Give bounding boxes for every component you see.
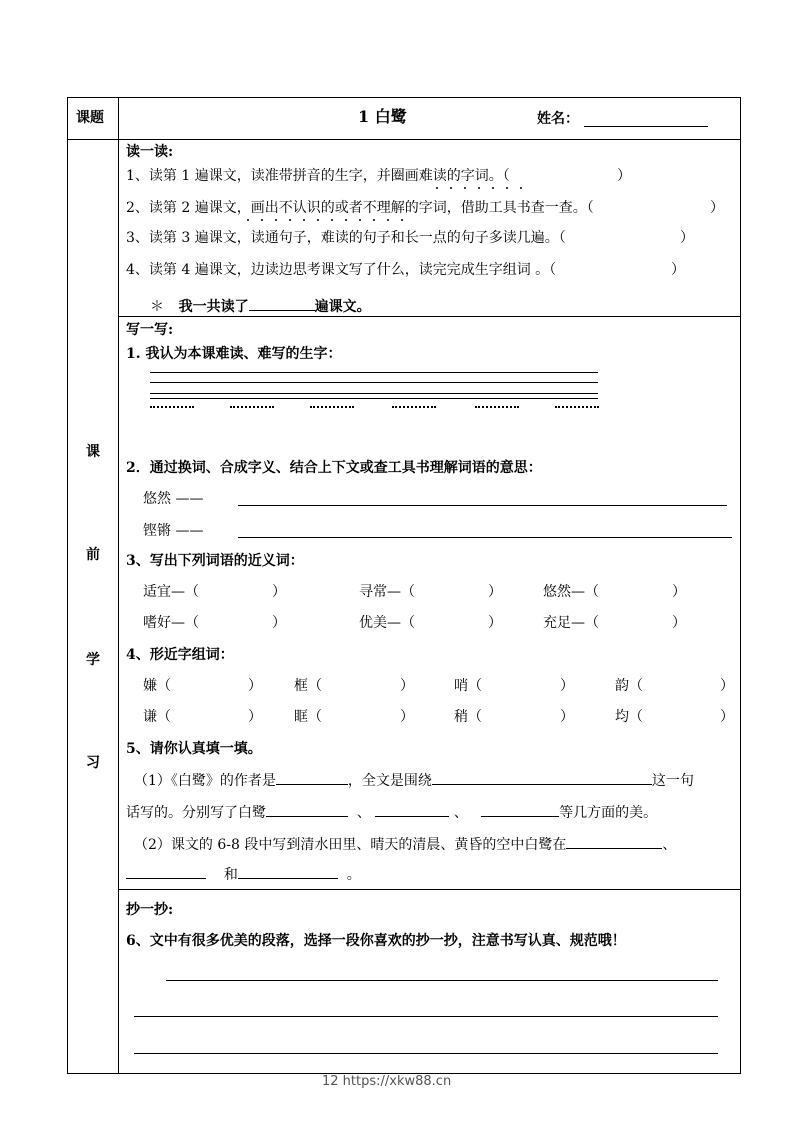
q4-item: 韵（	[615, 678, 643, 694]
q4-item: 嫌（	[143, 678, 171, 694]
table-left-border	[67, 97, 68, 1073]
emphasis-dot	[450, 187, 452, 189]
header-bottom-border	[67, 139, 741, 140]
read-item-1-close: ）	[617, 168, 631, 184]
q4-close: ）	[400, 678, 414, 694]
write-q1: 1. 我认为本课难读、难写的生字：	[126, 346, 342, 362]
write-q3: 3、写出下列词语的近义词：	[126, 553, 304, 569]
q3-item: 寻常—（	[359, 584, 415, 600]
read-count-field[interactable]	[249, 296, 315, 311]
read-section-divider	[118, 316, 741, 317]
beauty-field-3[interactable]	[481, 802, 559, 817]
copy-q6: 6、文中有很多优美的段落，选择一段你喜欢的抄一抄，注意书写认真、规范哦！	[126, 933, 626, 949]
emphasis-dot	[247, 219, 249, 221]
lesson-title: 1 白鹭	[358, 107, 407, 126]
copy-section-divider	[118, 889, 741, 890]
writing-line[interactable]	[150, 372, 598, 373]
writing-slot[interactable]	[230, 406, 274, 408]
q3-close: ）	[272, 615, 286, 631]
table-top-border	[67, 97, 741, 98]
read-item-3-close: ）	[680, 230, 694, 246]
writing-line[interactable]	[150, 393, 598, 394]
side-char-2: 前	[86, 547, 100, 563]
beauty-field-2[interactable]	[375, 802, 449, 817]
copy-writing-line[interactable]	[134, 1053, 718, 1054]
emphasis-dot	[331, 219, 333, 221]
q5-line-3: （2）课文的 6-8 段中写到清水田里、晴天的清晨、黄昏的空中白鹭在 、	[134, 834, 676, 854]
emphasis-dot	[359, 219, 361, 221]
q2-word-2: 铿锵 ——	[143, 523, 204, 539]
emphasis-dot	[464, 187, 466, 189]
egret-action-field-3[interactable]	[238, 864, 338, 879]
table-right-border	[740, 97, 741, 1073]
emphasis-dot	[478, 187, 480, 189]
q2-answer-line-1[interactable]	[238, 505, 727, 506]
emphasis-dot	[289, 219, 291, 221]
q3-item: 优美—（	[359, 615, 415, 631]
q3-item: 充足—（	[543, 615, 599, 631]
q4-item: 哨（	[454, 678, 482, 694]
q4-item: 均（	[615, 709, 643, 725]
q4-item: 框（	[294, 678, 322, 694]
read-item-1: 1、读第 1 遍课文，读准带拼音的生字，并圈画难读的字词。（	[126, 168, 510, 184]
read-item-2-close: ）	[710, 200, 724, 216]
writing-slot[interactable]	[555, 406, 599, 408]
emphasis-dot	[436, 187, 438, 189]
egret-action-field-2[interactable]	[126, 864, 206, 879]
q3-close: ）	[488, 615, 502, 631]
q2-word-1: 悠然 ——	[143, 491, 204, 507]
q4-close: ）	[720, 678, 734, 694]
theme-sentence-field[interactable]	[432, 770, 652, 785]
q4-close: ）	[560, 709, 574, 725]
write-q5: 5、请你认真填一填。	[126, 741, 262, 757]
read-count: ＊ 我一共读了 遍课文。	[150, 296, 371, 316]
copy-writing-line[interactable]	[134, 1016, 718, 1017]
q3-item: 悠然—（	[543, 584, 599, 600]
name-label: 姓名：	[537, 111, 579, 127]
q5-line-4: 和 。	[126, 864, 361, 884]
egret-action-field-1[interactable]	[566, 834, 662, 849]
emphasis-dot	[303, 219, 305, 221]
q4-close: ）	[560, 678, 574, 694]
write-heading: 写一写:	[126, 322, 174, 338]
writing-line[interactable]	[150, 382, 598, 383]
q4-item: 眶（	[294, 709, 322, 725]
q5-line-2: 话写的。分别写了白鹭 、 、 等几方面的美。	[126, 802, 657, 822]
q4-close: ）	[400, 709, 414, 725]
q3-close: ）	[672, 615, 686, 631]
page-footer: 12 https://xkw88.cn	[322, 1074, 452, 1089]
read-item-4: 4、读第 4 遍课文，边读边思考课文写了什么，读完完成生字组词 。（	[126, 262, 557, 278]
emphasis-dot	[401, 219, 403, 221]
name-field[interactable]	[584, 126, 708, 127]
read-item-4-close: ）	[671, 262, 685, 278]
q5-line-1: （1）《白鹭》的作者是 ，全文是围绕 这一句	[134, 770, 694, 790]
q3-close: ）	[488, 584, 502, 600]
read-heading: 读一读:	[126, 144, 174, 160]
writing-slot[interactable]	[310, 406, 354, 408]
q3-close: ）	[672, 584, 686, 600]
q3-close: ）	[272, 584, 286, 600]
q4-close: ）	[248, 678, 262, 694]
side-char-3: 学	[86, 652, 100, 668]
writing-slot[interactable]	[150, 406, 194, 408]
q3-item: 适宜—（	[143, 584, 199, 600]
emphasis-dot	[520, 187, 522, 189]
q2-answer-line-2[interactable]	[238, 537, 732, 538]
read-item-2: 2、读第 2 遍课文，画出不认识的或者不理解的字词，借助工具书查一查。（	[126, 200, 594, 216]
side-char-4: 习	[86, 755, 100, 771]
q3-item: 嗜好—（	[143, 615, 199, 631]
beauty-field-1[interactable]	[266, 802, 348, 817]
q4-item: 稍（	[454, 709, 482, 725]
side-column-divider	[118, 97, 119, 1073]
author-field[interactable]	[276, 770, 348, 785]
writing-slot[interactable]	[475, 406, 519, 408]
read-item-3: 3、读第 3 遍课文，读通句子，难读的句子和长一点的句子多读几遍。（	[126, 230, 566, 246]
emphasis-dot	[317, 219, 319, 221]
q4-close: ）	[248, 709, 262, 725]
emphasis-dot	[387, 219, 389, 221]
emphasis-dot	[373, 219, 375, 221]
emphasis-dot	[261, 219, 263, 221]
q4-close: ）	[720, 709, 734, 725]
write-q2: 2．通过换词、合成字义、结合上下文或查工具书理解词语的意思：	[126, 460, 542, 476]
emphasis-dot	[345, 219, 347, 221]
emphasis-dot	[275, 219, 277, 221]
copy-heading: 抄一抄:	[126, 902, 174, 918]
writing-slot[interactable]	[392, 406, 436, 408]
subject-label: 课题	[76, 110, 104, 126]
side-char-1: 课	[86, 444, 100, 460]
emphasis-dot	[506, 187, 508, 189]
copy-writing-line[interactable]	[166, 980, 718, 981]
writing-line[interactable]	[150, 398, 598, 399]
q4-item: 谦（	[143, 709, 171, 725]
emphasis-dot	[492, 187, 494, 189]
write-q4: 4、形近字组词：	[126, 647, 234, 663]
